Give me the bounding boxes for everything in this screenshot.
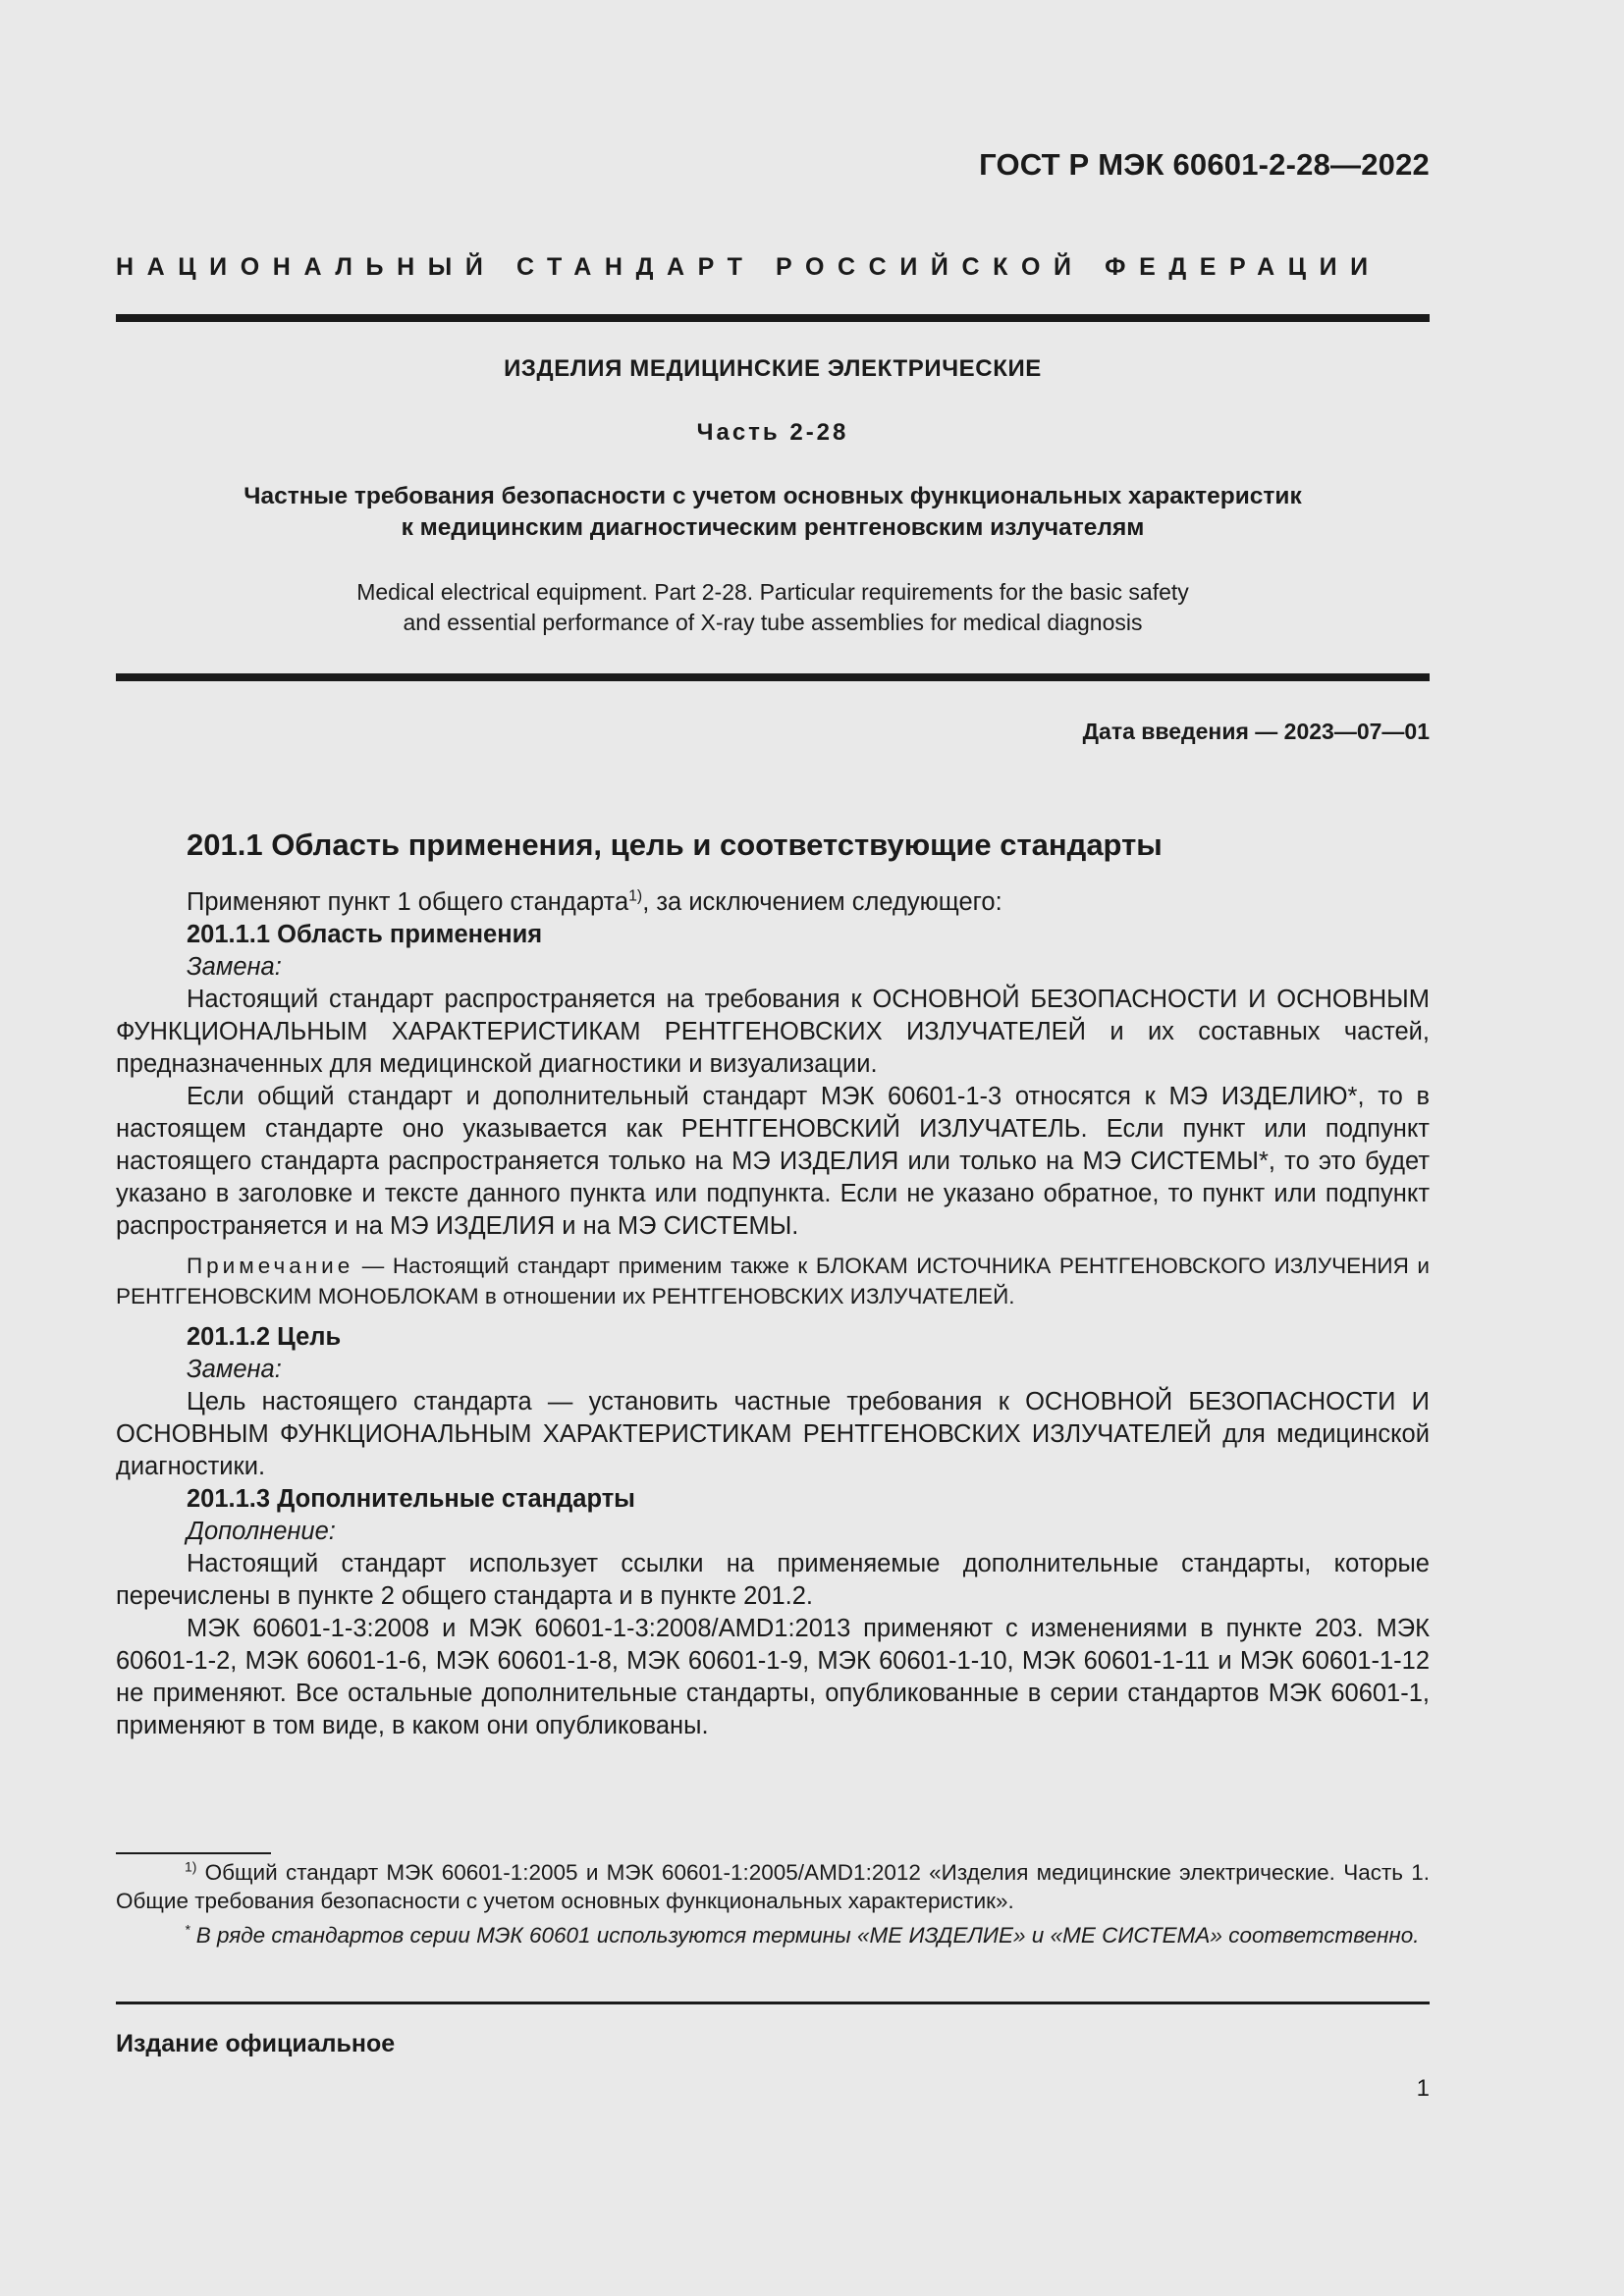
note-paragraph: Примечание — Настоящий стандарт применим также к БЛОКАМ ИСТОЧНИКА РЕНТГЕНОВСКОГО ИЗЛУЧЕНИЯ и РЕНТГЕНОВСКИМ МОНОБЛОКАМ в отношении их РЕНТГЕНОВСКИХ ИЗЛУЧАТЕЛЕЙ. bbox=[116, 1254, 1430, 1308]
national-standard-banner: НАЦИОНАЛЬНЫЙ СТАНДАРТ РОССИЙСКОЙ ФЕДЕРАЦИИ bbox=[116, 253, 1381, 281]
subsection-heading: 201.1.1 Область применения bbox=[187, 921, 543, 948]
footnotes bbox=[116, 1858, 1430, 1955]
document-code: ГОСТ Р МЭК 60601-2-28—2022 bbox=[979, 147, 1430, 182]
introduction-date: Дата введения — 2023—07—01 bbox=[1082, 719, 1430, 744]
top-rule bbox=[116, 314, 1430, 322]
amendment-label: Замена: bbox=[187, 1356, 282, 1383]
paragraph: МЭК 60601-1-3:2008 и МЭК 60601-1-3:2008/AMD1:2013 применяют с изменениями в пункте 203. МЭК 60601-1-2, МЭК 60601-1-6, МЭК 60601-1-8, МЭК 60601-1-9, МЭК 60601-1-10, МЭК 60601-1-11 и МЭК 60601-1-12 не применяют. Все остальные дополнительные стандарты, опубликованные в серии стандартов МЭК 60601-1, применяют в том виде, в каком они опубликованы. bbox=[116, 1615, 1430, 1739]
edition-label: Издание официальное bbox=[116, 2030, 396, 2057]
title-bottom-rule bbox=[116, 673, 1430, 681]
paragraph: Настоящий стандарт распространяется на требования к ОСНОВНОЙ БЕЗОПАСНОСТИ И ОСНОВНЫМ ФУНКЦИОНАЛЬНЫМ ХАРАКТЕРИСТИКАМ РЕНТГЕНОВСКИХ ИЗЛУЧАТЕЛЕЙ и их составных частей, предназначенных для медицинской диагностики и визуализации. bbox=[116, 986, 1430, 1078]
subsection-heading: 201.1.3 Дополнительные стандарты bbox=[187, 1485, 635, 1513]
english-title-line: and essential performance of X-ray tube assemblies for medical diagnosis bbox=[403, 610, 1143, 635]
footer-rule bbox=[116, 2002, 1430, 2004]
footnote-ref[interactable]: 1) bbox=[628, 887, 643, 905]
paragraph: Если общий стандарт и дополнительный стандарт МЭК 60601-1-3 относятся к МЭ ИЗДЕЛИЮ*, то в настоящем стандарте оно указывается как РЕНТГЕНОВСКИЙ ИЗЛУЧАТЕЛЬ. Если пункт или подпункт настоящего стандарта распространяется только на МЭ ИЗДЕЛИЯ или только на МЭ СИСТЕМЫ*, то это будет указано в заголовке и тексте данного пункта или подпункта. Если не указано обратное, то пункт или подпункт распространяется и на МЭ ИЗДЕЛИЯ и на МЭ СИСТЕМЫ. bbox=[116, 1083, 1430, 1240]
subtitle-line: Частные требования безопасности с учетом основных функциональных характеристик bbox=[244, 483, 1302, 509]
standard-part: Часть 2-28 bbox=[696, 419, 849, 446]
section-heading: 201.1 Область применения, цель и соответствующие стандарты bbox=[187, 828, 1163, 862]
english-title-line: Medical electrical equipment. Part 2-28. Particular requirements for the basic safety bbox=[356, 579, 1189, 605]
page-number: 1 bbox=[1416, 2075, 1430, 2102]
amendment-label: Замена: bbox=[187, 953, 282, 981]
footnote-separator bbox=[116, 1852, 271, 1854]
standard-title: ИЗДЕЛИЯ МЕДИЦИНСКИЕ ЭЛЕКТРИЧЕСКИЕ bbox=[504, 355, 1042, 382]
note-label: Примечание bbox=[187, 1254, 354, 1278]
footnote-2: * В ряде стандартов серии МЭК 60601 используются термины «МЕ ИЗДЕЛИЕ» и «МЕ СИСТЕМА» соответственно. bbox=[185, 1921, 1420, 1948]
subtitle-line: к медицинским диагностическим рентгеновским излучателям bbox=[401, 514, 1145, 541]
paragraph: Цель настоящего стандарта — установить частные требования к ОСНОВНОЙ БЕЗОПАСНОСТИ И ОСНОВНЫМ ФУНКЦИОНАЛЬНЫМ ХАРАКТЕРИСТИКАМ РЕНТГЕНОВСКИХ ИЗЛУЧАТЕЛЕЙ для медицинской диагностики. bbox=[116, 1388, 1430, 1480]
intro-paragraph: Применяют пункт 1 общего стандарта$^{1)}$, за исключением следующего: bbox=[187, 887, 1002, 916]
english-title bbox=[116, 577, 1430, 638]
section-body bbox=[116, 886, 1430, 1742]
footnote-1: $^{1)}$ Общий стандарт МЭК 60601-1:2005 и МЭК 60601-1:2005/AMD1:2012 «Изделия медицинские электрические. Часть 1. Общие требования безопасности с учетом основных функциональных характеристик». bbox=[116, 1858, 1430, 1913]
paragraph: Настоящий стандарт использует ссылки на применяемые дополнительные стандарты, которые перечислены в пункте 2 общего стандарта и в пункте 201.2. bbox=[116, 1550, 1430, 1610]
subsection-heading: 201.1.2 Цель bbox=[187, 1323, 342, 1351]
standard-subtitle bbox=[116, 481, 1430, 544]
amendment-label: Дополнение: bbox=[187, 1518, 336, 1545]
